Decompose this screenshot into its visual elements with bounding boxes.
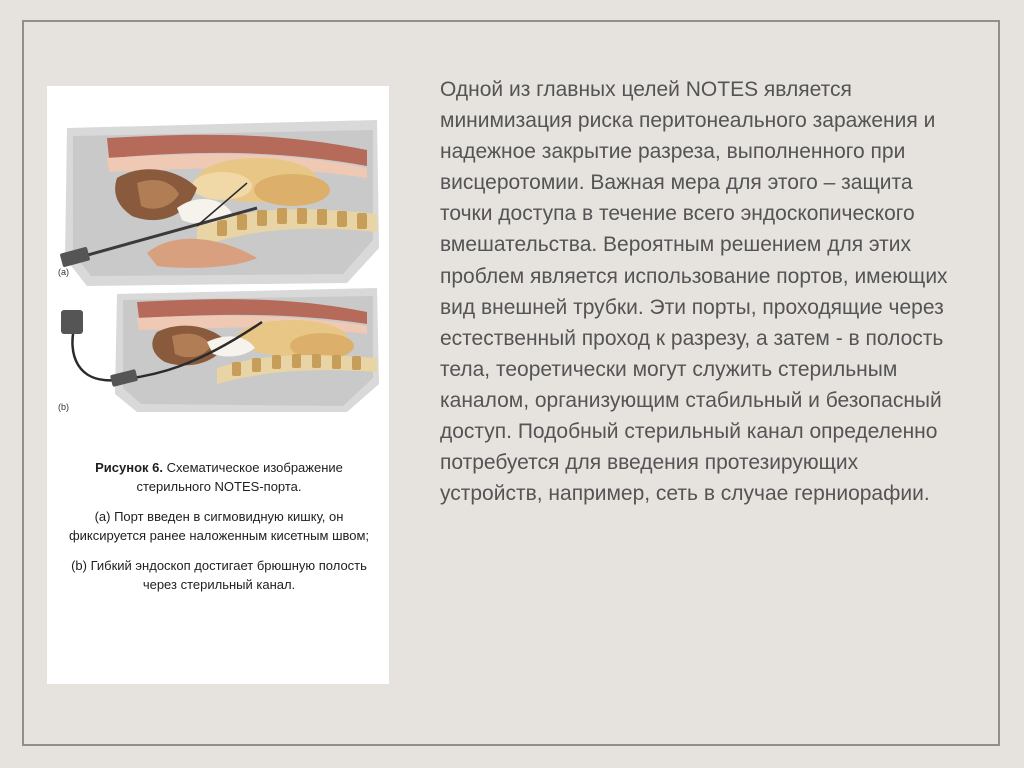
caption-title (61, 458, 377, 496)
caption-a: (a) Порт введен в сигмовидную кишку, он фиксируется ранее наложенным кисетным швом; (68, 509, 370, 543)
caption-title-bold: Рисунок 6. (95, 460, 163, 475)
panel-label-a: (a) (58, 267, 69, 277)
caption-b: (b) Гибкий эндоскоп достигает брюшную полость через стерильный канал. (71, 558, 367, 592)
caption-title-rest: Схематическое изображение стерильного NOTES-порта. (136, 460, 343, 494)
figure-panel (47, 86, 389, 684)
panel-label-b: (b) (58, 402, 69, 412)
body-text: Одной из главных целей NOTES является минимизация риска перитонеального заражения и надежное закрытие разреза, выполненного при висцеротомии. Важная мера для этого – защита точки доступа в течение всего эндоскопического вмешательства. Вероятным решением для этих проблем является использование портов, имеющих вид внешней трубки. Эти порты, проходящие через естественный проход к разрезу, а затем - в полость тела, теоретически могут служить стерильным каналом, организующим стабильный и безопасный доступ. Подобный стерильный канал определенно потребуется для введения протезирующих устройств, например, сеть в случае герниорафии. (440, 78, 948, 506)
figure-caption (61, 458, 377, 605)
illustration-a (47, 108, 389, 288)
illustration-b (47, 284, 389, 414)
